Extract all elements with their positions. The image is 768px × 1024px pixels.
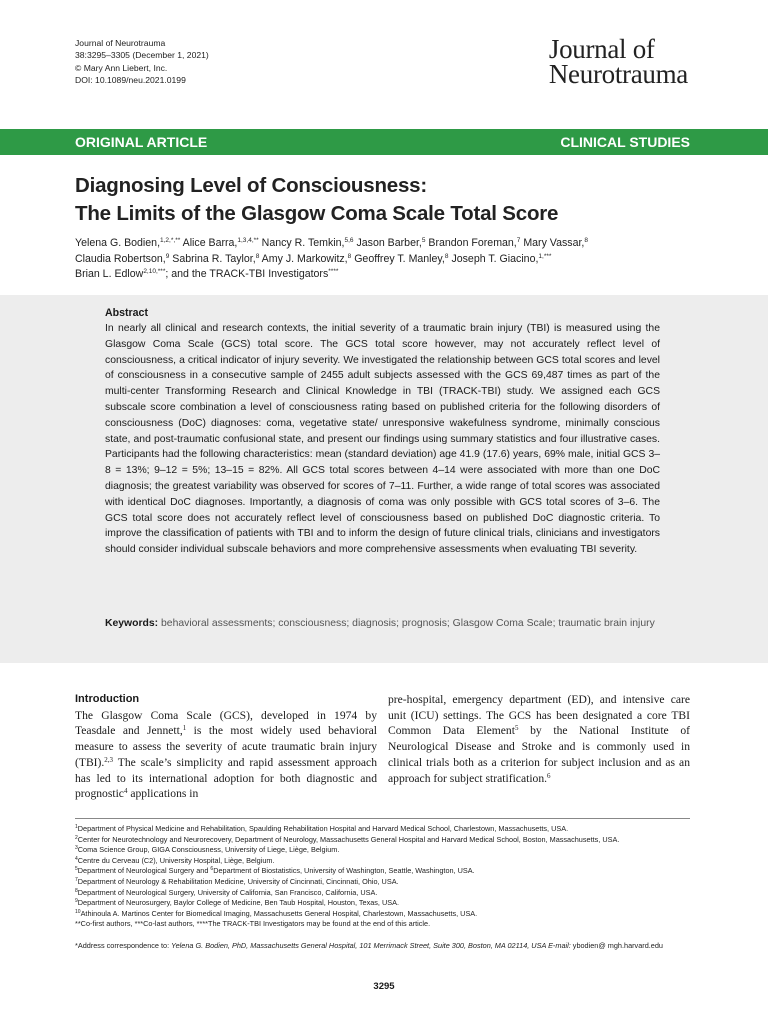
correspondence	[75, 940, 695, 952]
footnote-divider	[75, 818, 690, 819]
author-name: Amy J. Markowitz,	[259, 252, 348, 265]
text-run: is the most widely used behavioral measure to assess the severity of acute traumatic brain injury (TBI).	[75, 724, 377, 769]
author-line-1	[75, 236, 705, 252]
logo-line-2: Neurotrauma	[548, 59, 688, 89]
correspondence-text: Yelena G. Bodien, PhD, Massachusetts General Hospital, 101 Merrimack Street, Suite 300, Boston, MA 02114, USA E-mail:	[171, 941, 573, 950]
author-affil: 1,2,*,**	[160, 237, 181, 244]
article-type-band	[0, 129, 768, 155]
title-line-1: Diagnosing Level of Consciousness:	[75, 174, 428, 197]
author-name: Brian L. Edlow	[75, 268, 144, 280]
affiliation-item	[75, 877, 695, 888]
abstract-heading: Abstract	[105, 307, 148, 319]
affiliation-item	[75, 856, 695, 867]
author-name: Alice Barra,	[180, 237, 238, 249]
text-run: pre-hospital, emergency department (ED), and intensive care unit (ICU) settings. The GCS has been designated a core TBI Common Data Element	[388, 693, 690, 738]
affil-number: 2	[75, 834, 78, 841]
text-run: by the National Institute of Neurological Disease and Stroke and is commonly used in clinical trials both as a criterion for subject inclusion and as an approach for subject stratification.	[388, 724, 690, 785]
affiliation-item	[75, 888, 695, 899]
affil-text: Department of Neurosurgery, Baylor College of Medicine, Ben Taub Hospital, Houston, Texas, USA.	[77, 898, 400, 908]
author-affil: 7	[516, 237, 521, 244]
keywords-label: Keywords:	[105, 618, 159, 629]
affil-text: Department of Neurology & Rehabilitation Medicine, University of Cincinnati, Cincinnati, Ohio, USA.	[77, 876, 399, 886]
affiliation-item	[75, 866, 695, 877]
citation-ref[interactable]: 2,3	[104, 755, 114, 764]
author-affil: 9	[165, 252, 170, 260]
affiliations	[75, 824, 695, 930]
affiliation-item	[75, 835, 695, 846]
text-run: The scale’s simplicity and rapid assessment approach has led to its international adoption for both diagnostic and prognostic	[75, 755, 377, 801]
affil-text: Department of Neurological Surgery and	[77, 866, 211, 876]
affil-text: Department of Physical Medicine and Rehabilitation, Spaulding Rehabilitation Hospital and Harvard Medical School, Charlestown, Massachusetts, USA.	[77, 824, 569, 833]
article-section: CLINICAL STUDIES	[560, 134, 690, 150]
journal-citation	[75, 37, 209, 87]
affil-text: Department of Neurological Surgery, University of California, San Francisco, California, USA.	[77, 887, 378, 897]
article-type: ORIGINAL ARTICLE	[75, 134, 208, 150]
affil-text: Centre du Cerveau (C2), University Hospital, Liège, Belgium.	[77, 855, 275, 865]
author-name: Geoffrey T. Manley,	[351, 252, 445, 265]
logo-line-1: Journal of	[548, 34, 655, 64]
affil-number: 10	[75, 908, 81, 915]
affiliation-item	[75, 909, 695, 920]
affil-number: 1	[75, 824, 78, 830]
author-affil: ****	[328, 268, 339, 275]
author-name: Jason Barber,	[353, 237, 422, 249]
author-list	[75, 236, 705, 283]
affil-number: 8	[75, 887, 78, 894]
citation-ref[interactable]: 4	[123, 787, 128, 796]
citation-ref[interactable]: 6	[547, 771, 551, 780]
section-heading-introduction: Introduction	[75, 693, 140, 705]
affil-number: 4	[75, 855, 78, 862]
affil-text: Department of Biostatistics, University of Washington, Seattle, Washington, USA.	[213, 866, 475, 876]
author-affil: 2,10,***	[143, 268, 166, 275]
author-name: Brandon Foreman,	[425, 237, 517, 249]
copyright: © Mary Ann Liebert, Inc.	[75, 62, 168, 73]
author-affil: 5	[421, 237, 426, 244]
doi[interactable]: DOI: 10.1089/neu.2021.0199	[75, 75, 186, 86]
affil-number: 6	[210, 866, 214, 873]
affil-number: 7	[75, 876, 78, 883]
author-line-2	[75, 252, 705, 268]
page-number: 3295	[373, 981, 395, 992]
author-affil: 1,3,4,**	[237, 237, 259, 244]
correspondence-email[interactable]: ybodien@ mgh.harvard.edu	[572, 941, 663, 950]
intro-paragraph-1-continued	[388, 692, 690, 786]
author-name: Sabrina R. Taylor,	[169, 252, 256, 265]
journal-name: Journal of Neurotrauma	[75, 38, 166, 48]
author-affil: 8	[584, 237, 588, 244]
text-run: applications in	[127, 787, 199, 801]
author-name: Mary Vassar,	[520, 237, 585, 249]
text-run: The Glasgow Coma Scale (GCS), developed in 1974 by Teasdale and Jennett,	[75, 708, 377, 738]
affiliation-item	[75, 845, 695, 856]
author-name: Yelena G. Bodien,	[75, 237, 161, 249]
abstract-body: In nearly all clinical and research contexts, the initial severity of a traumatic brain injury (TBI) is measured using the Glasgow Coma Scale (GCS) total score. The GCS total score however, may not accurately reflect level of consciousness, a critical indicator of injury severity. We investigated the relationship between GCS total scores and level of consciousness in a consecutive sample of 2455 adult subjects assessed with the GCS 69,487 times as part of the multi-center Transforming Research and Clinical Knowledge in TBI (TRACK-TBI) study. We assigned each GCS subscale score combination a level of consciousness rating based on published criteria for the following disorders of consciousness (DoC) diagnoses: coma, vegetative state/ unresponsive wakefulness syndrome, minimally conscious state, and post-traumatic confusional state, and present our findings using summary statistics and four illustrative cases. Participants had the following characteristics: mean (standard deviation) age 41.9 (17.6) years, 69% male, initial GCS 3–8 = 13%; 9–12 = 5%; 13–15 = 82%. All GCS total scores between 4–14 were associated with more than one DoC diagnosis; the greatest variability was observed for scores of 7–11. Further, a wide range of total scores was associated with identical DoC diagnoses. Importantly, a diagnosis of coma was only possible with GCS total scores of 3–6. The GCS total score does not accurately reflect level of consciousness based on published DoC diagnostic criteria. To improve the classification of patients with TBI and to inform the design of future clinical trials, clinicians and investigators should consider individual subscale behaviors and more comprehensive assessments when evaluating TBI severity.	[105, 323, 660, 556]
author-affil: 5,6	[344, 237, 354, 244]
correspondence-label: *Address correspondence to:	[75, 941, 172, 950]
affil-number: 5	[75, 866, 78, 873]
author-affil: 8	[255, 252, 260, 260]
author-line-3	[75, 267, 705, 283]
intro-paragraph-1	[75, 708, 377, 802]
author-name: Nancy R. Temkin,	[258, 237, 345, 249]
body-column-left	[75, 692, 377, 802]
citation-ref[interactable]: 5	[514, 724, 519, 733]
affil-text: Athinoula A. Martinos Center for Biomedical Imaging, Massachusetts General Hospital, Charlestown, Massachusetts, USA.	[80, 908, 478, 918]
keywords-text: behavioral assessments; consciousness; diagnosis; prognosis; Glasgow Coma Scale; traumatic brain injury	[158, 618, 655, 629]
citation-ref[interactable]: 1	[182, 724, 187, 733]
author-name: Joseph T. Giacino,	[448, 252, 539, 265]
author-affil: 8	[444, 252, 449, 260]
author-affil: 1,***	[538, 252, 552, 260]
article-title	[75, 172, 558, 228]
keywords	[105, 616, 665, 632]
body-column-right	[388, 692, 690, 786]
author-name: ; and the TRACK-TBI Investigators	[165, 268, 329, 280]
author-notes: **Co-first authors, ***Co-last authors, ****The TRACK-TBI Investigators may be found at the end of this article.	[75, 919, 431, 929]
volume-issue: 38:3295–3305 (December 1, 2021)	[75, 50, 209, 61]
affil-text: Coma Science Group, GIGA Consciousness, University of Liege, Liège, Belgium.	[77, 845, 340, 855]
affil-text: Center for Neurotechnology and Neurorecovery, Department of Neurology, Massachusetts General Hospital and Harvard Medical School, Boston, Massachusetts, USA.	[77, 834, 620, 844]
author-name: Claudia Robertson,	[75, 252, 166, 265]
affiliation-item	[75, 824, 695, 835]
affil-number: 9	[75, 898, 78, 905]
title-line-2: The Limits of the Glasgow Coma Scale Total Score	[75, 202, 559, 225]
author-affil: 8	[347, 252, 352, 260]
journal-logo	[548, 34, 688, 89]
affiliation-item	[75, 898, 695, 909]
affil-number: 3	[75, 845, 78, 852]
